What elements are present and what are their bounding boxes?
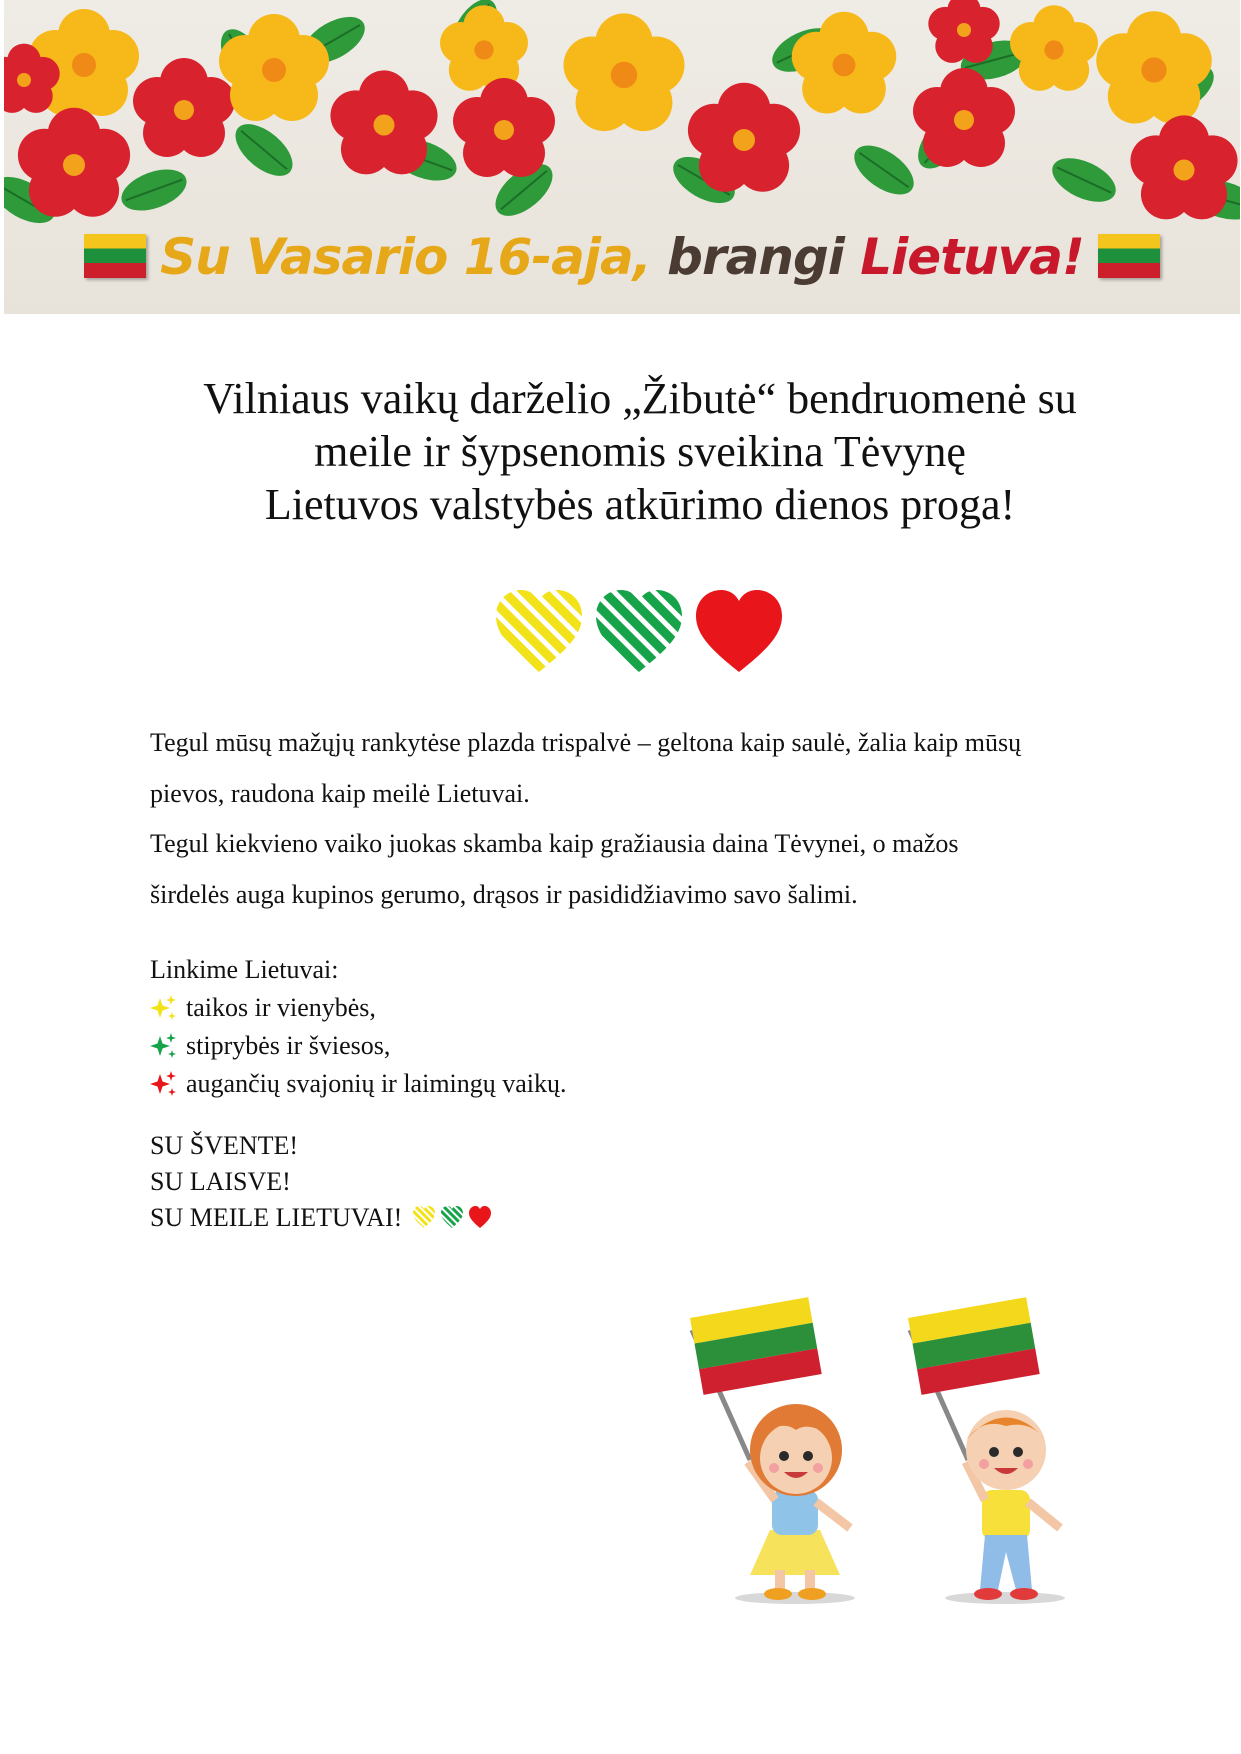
paragraph-1-line-1: Tegul mūsų mažųjų rankytėse plazda trispalvė – geltona kaip saulė, žalia kaip mūsų bbox=[150, 728, 1022, 757]
wishes-intro: Linkime Lietuvai: bbox=[150, 955, 339, 984]
tricolor-hearts-small-icon bbox=[412, 1205, 498, 1231]
sparkles-icon bbox=[150, 1070, 178, 1098]
banner-greeting bbox=[4, 228, 1240, 286]
page-title bbox=[150, 372, 1130, 531]
sparkles-icon bbox=[150, 994, 178, 1022]
boy-with-flag-illustration bbox=[908, 1297, 1065, 1604]
flower-banner bbox=[4, 0, 1240, 314]
title-line-1: Vilniaus vaikų darželio „Žibutė“ bendruomenė su bbox=[203, 374, 1077, 423]
greeting-part-1: Su Vasario 16-aja, bbox=[160, 228, 651, 286]
wish-text: stiprybės ir šviesos, bbox=[186, 1031, 391, 1060]
list-item bbox=[150, 1027, 950, 1065]
closing-greeting bbox=[150, 1128, 950, 1236]
closing-line-3-text: SU MEILE LIETUVAI! bbox=[150, 1203, 403, 1232]
green-heart-icon bbox=[596, 590, 682, 672]
title-line-3: Lietuvos valstybės atkūrimo dienos proga! bbox=[264, 480, 1016, 529]
children-with-flags-illustration bbox=[660, 1290, 1140, 1610]
list-item bbox=[150, 1065, 950, 1103]
yellow-heart-icon bbox=[496, 590, 582, 672]
greeting-part-2: brangi bbox=[667, 228, 844, 286]
lithuanian-flag-icon bbox=[1098, 234, 1160, 278]
list-item bbox=[150, 989, 950, 1027]
red-heart-icon bbox=[696, 590, 782, 672]
lithuanian-flag-icon bbox=[84, 234, 146, 278]
wish-text: taikos ir vienybės, bbox=[186, 993, 376, 1022]
sparkles-icon bbox=[150, 1032, 178, 1060]
closing-line-3 bbox=[150, 1200, 950, 1236]
paragraph-2-line-2: širdelės auga kupinos gerumo, drąsos ir pasididžiavimo savo šalimi. bbox=[150, 880, 858, 909]
wishes-list bbox=[150, 951, 950, 1103]
closing-line-1: SU ŠVENTE! bbox=[150, 1131, 299, 1160]
tricolor-hearts bbox=[494, 588, 794, 678]
paragraph-1 bbox=[150, 717, 1150, 819]
girl-with-flag-illustration bbox=[690, 1297, 855, 1604]
paragraph-2-line-1: Tegul kiekvieno vaiko juokas skamba kaip gražiausia daina Tėvynei, o mažos bbox=[150, 829, 959, 858]
paragraph-2 bbox=[150, 818, 1150, 920]
wish-text: augančių svajonių ir laimingų vaikų. bbox=[186, 1069, 567, 1098]
greeting-part-3: Lietuva! bbox=[860, 228, 1084, 286]
closing-line-2: SU LAISVE! bbox=[150, 1167, 291, 1196]
paragraph-1-line-2: pievos, raudona kaip meilė Lietuvai. bbox=[150, 779, 530, 808]
title-line-2: meile ir šypsenomis sveikina Tėvynę bbox=[314, 427, 966, 476]
